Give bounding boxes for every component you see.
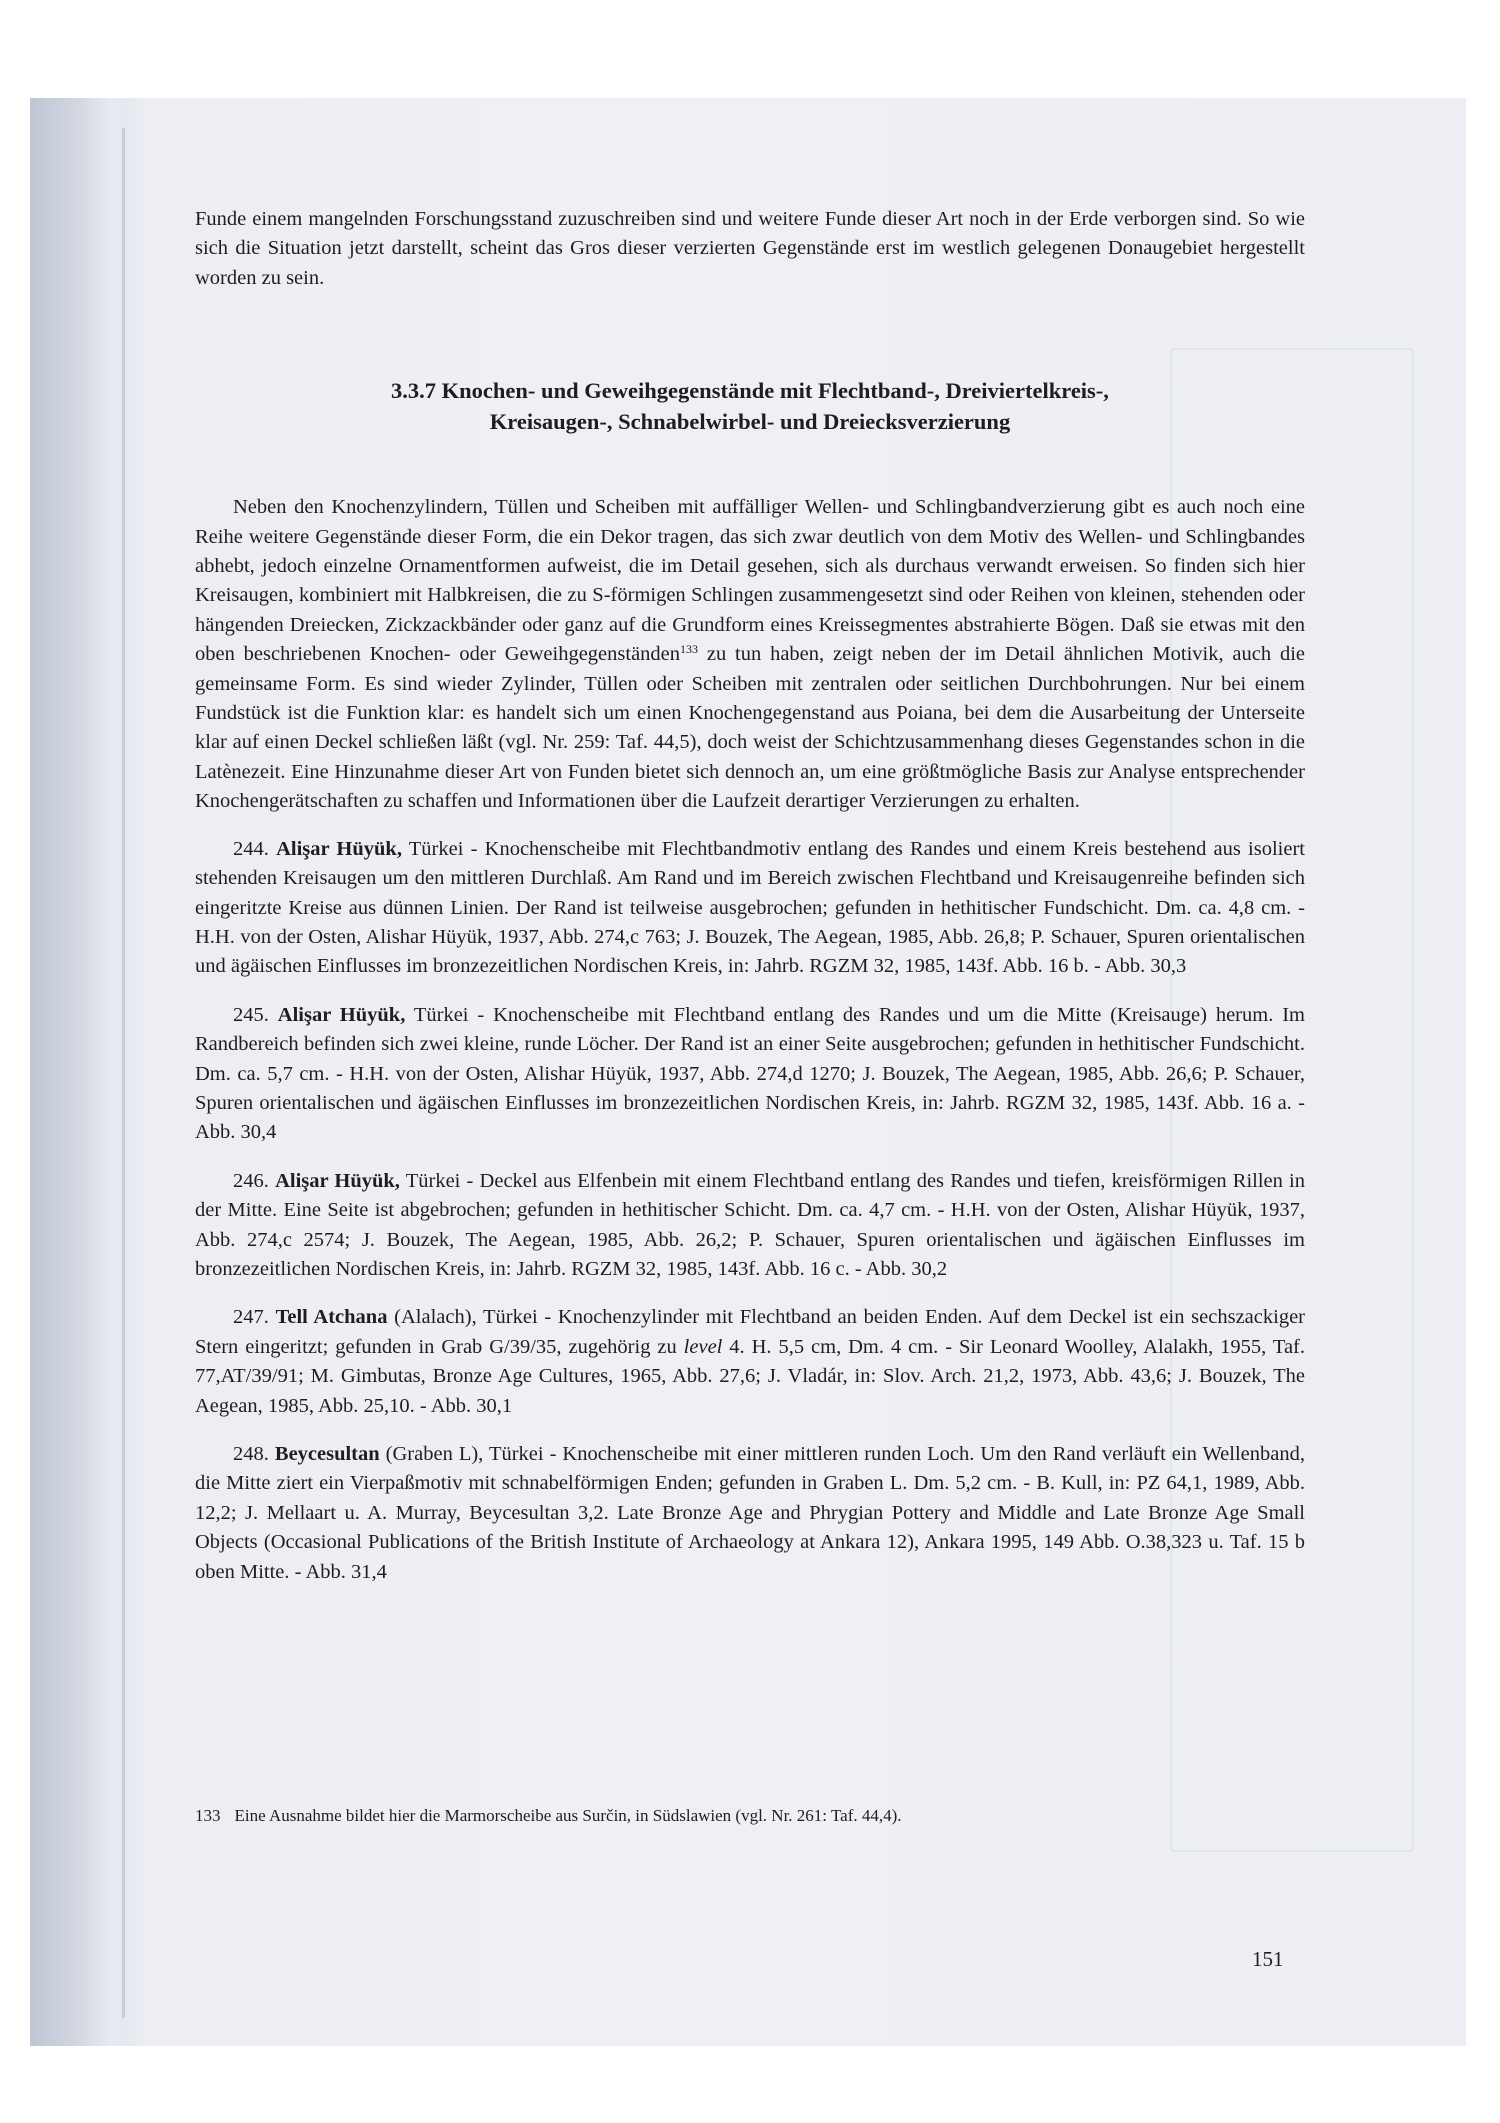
footnote-number: 133 xyxy=(195,1806,221,1825)
page-content xyxy=(195,205,1305,1606)
entry-number: 244. xyxy=(233,837,269,860)
intro-paragraph: Funde einem mangelnden Forschungsstand zuzuschreiben sind und weitere Funde dieser Art noch in der Erde verborgen sind. So wie sich die Situation jetzt darstellt, scheint das Gros dieser verzierten Gegenstände erst im westlich gelegenen Donaugebiet hergestellt worden zu sein. xyxy=(195,208,1305,289)
section-heading-line-1: 3.3.7 Knochen- und Geweihgegenstände mit Flechtband-, Dreiviertelkreis-, xyxy=(391,378,1109,404)
entry-number: 247. xyxy=(233,1306,269,1329)
footnote-text: Eine Ausnahme bildet hier die Marmorscheibe aus Surčin, in Südslawien (vgl. Nr. 261: Taf. 44,4). xyxy=(234,1806,902,1825)
entry-site: Beycesultan xyxy=(274,1443,380,1465)
entry-text: Türkei - Deckel aus Elfenbein mit einem Flechtband entlang des Randes und tiefen, kreisförmigen Rillen in der Mitte. Eine Seite ist abgebrochen; gefunden in hethitischer Schicht. Dm. ca. 4,7 cm. - H.H. von der Osten, Alishar Hüyük, 1937, Abb. 274,c 2574; J. Bouzek, The Aegean, 1985, Abb. 26,2; P. Schauer, Spuren orientalischen und ägäischen Einflusses im bronzezeitlichen Nordischen Kreis, in: Jahrb. RGZM 32, 1985, 143f. Abb. 16 c. - Abb. 30,2 xyxy=(195,1169,1306,1280)
spine-edge xyxy=(122,128,125,2018)
entry-text-pre: (Alalach), Türkei - Knochenzylinder mit Flechtband an beiden Enden. Auf dem Deckel ist ein sechszackiger Stern eingeritzt; gefunden in Grab G/39/35, zugehörig zu xyxy=(195,1306,1306,1358)
entry-site: Tell Atchana xyxy=(275,1306,388,1329)
footnote-reference: 133 xyxy=(680,642,699,657)
entry-number: 246. xyxy=(233,1169,269,1192)
section-heading xyxy=(195,375,1305,437)
catalog-entry xyxy=(195,1440,1305,1587)
body-text-before-ref: Neben den Knochenzylindern, Tüllen und Scheiben mit auffälliger Wellen- und Schlingbandverzierung gibt es auch noch eine Reihe weitere Gegenstände dieser Form, die ein Dekor tragen, das sich zwar deutlich von dem Motiv des Wellen- und Schlingbandes abhebt, jedoch einzelne Ornamentformen aufweist, die im Detail gesehen, sich als durchaus verwandt erweisen. So finden sich hier Kreisaugen, kombiniert mit Halbkreisen, die zu S-förmigen Schlingen zusammengesetzt sind oder Reihen von kleinen, stehenden oder hängenden Dreiecken, Zickzackbänder oder ganz auf die Grundform eines Kreissegmentes abstrahierte Bögen. Daß sie etwas mit den oben beschriebenen Knochen- oder Geweihgegenständen xyxy=(195,496,1305,666)
catalog-entry xyxy=(195,835,1305,982)
book-spine-shadow xyxy=(30,98,125,2046)
body-paragraph xyxy=(195,493,1305,816)
entry-site: Alişar Hüyük, xyxy=(275,1169,400,1192)
entry-number: 248. xyxy=(233,1443,269,1465)
entry-number: 245. xyxy=(233,1003,269,1026)
page-number: 151 xyxy=(1252,1947,1284,1971)
catalog-entry xyxy=(195,1167,1305,1285)
entry-site: Alişar Hüyük, xyxy=(277,1003,406,1026)
entry-text: (Graben L), Türkei - Knochenscheibe mit einer mittleren runden Loch. Um den Rand verläuft ein Wellenband, die Mitte ziert ein Vierpaßmotiv mit schnabelförmigen Enden; gefunden in Graben L. Dm. 5,2 cm. - B. Kull, in: PZ 64,1, 1989, Abb. 12,2; J. Mellaart u. A. Murray, Beycesultan 3,2. Late Bronze Age and Phrygian Pottery and Middle and Late Bronze Age Small Objects (Occasional Publications of the British Institute of Archaeology at Ankara 12), Ankara 1995, 149 Abb. O.38,323 u. Taf. 15 b oben Mitte. - Abb. 31,4 xyxy=(195,1443,1305,1583)
entry-italic: level xyxy=(683,1335,723,1358)
entry-site: Alişar Hüyük, xyxy=(276,837,402,860)
footnote xyxy=(195,1806,902,1826)
catalog-entry xyxy=(195,1001,1305,1148)
entry-text: Türkei - Knochenscheibe mit Flechtband entlang des Randes und um die Mitte (Kreisauge) herum. Im Randbereich befinden sich zwei kleine, runde Löcher. Der Rand ist an einer Seite ausgebrochen; gefunden in hethitischer Fundschicht. Dm. ca. 5,7 cm. - H.H. von der Osten, Alishar Hüyük, 1937, Abb. 274,d 1270; J. Bouzek, The Aegean, 1985, Abb. 26,6; P. Schauer, Spuren orientalischen und ägäischen Einflusses im bronzezeitlichen Nordischen Kreis, in: Jahrb. RGZM 32, 1985, 143f. Abb. 16 a. - Abb. 30,4 xyxy=(195,1003,1305,1144)
section-heading-line-2: Kreisaugen-, Schnabelwirbel- und Dreiecksverzierung xyxy=(489,409,1011,435)
entry-text: 4. H. 5,5 cm, Dm. 4 cm. - Sir Leonard Woolley, Alalakh, 1955, Taf. 77,AT/39/91; M. Gimbutas, Bronze Age Cultures, 1965, Abb. 27,6; J. Vladár, in: Slov. Arch. 21,2, 1973, Abb. 43,6; J. Bouzek, The Aegean, 1985, Abb. 25,10. - Abb. 30,1 xyxy=(195,1335,1306,1417)
entry-text: Türkei - Knochenscheibe mit Flechtbandmotiv entlang des Randes und einem Kreis bestehend aus isoliert stehenden Kreisaugen um den mittleren Durchlaß. Am Rand und im Bereich zwischen Flechtband und Kreisaugenreihe befinden sich eingeritzte Kreise aus dünnen Linien. Der Rand ist teilweise ausgebrochen; gefunden in hethitischer Fundschicht. Dm. ca. 4,8 cm. - H.H. von der Osten, Alishar Hüyük, 1937, Abb. 274,c 763; J. Bouzek, The Aegean, 1985, Abb. 26,8; P. Schauer, Spuren orientalischen und ägäischen Einflusses im bronzezeitlichen Nordischen Kreis, in: Jahrb. RGZM 32, 1985, 143f. Abb. 16 b. - Abb. 30,3 xyxy=(195,837,1305,978)
body-text-after-ref: zu tun haben, zeigt neben der im Detail ähnlichen Motivik, auch die gemeinsame Form. Es sind wieder Zylinder, Tüllen oder Scheiben mit zentralen oder seitlichen Durchbohrungen. Nur bei einem Fundstück ist die Funktion klar: es handelt sich um einen Knochengegenstand aus Poiana, bei dem die Ausarbeitung der Unterseite klar auf einen Deckel schließen läßt (vgl. Nr. 259: Taf. 44,5), doch weist der Schichtzusammenhang dieses Gegenstandes schon in die Latènezeit. Eine Hinzunahme dieser Art von Funden bietet sich dennoch an, um eine größtmögliche Basis zur Analyse entsprechender Knochengerätschaften zu schaffen und Informationen über die Laufzeit derartiger Verzierungen zu erhalten. xyxy=(195,643,1306,813)
catalog-entry xyxy=(195,1303,1305,1421)
